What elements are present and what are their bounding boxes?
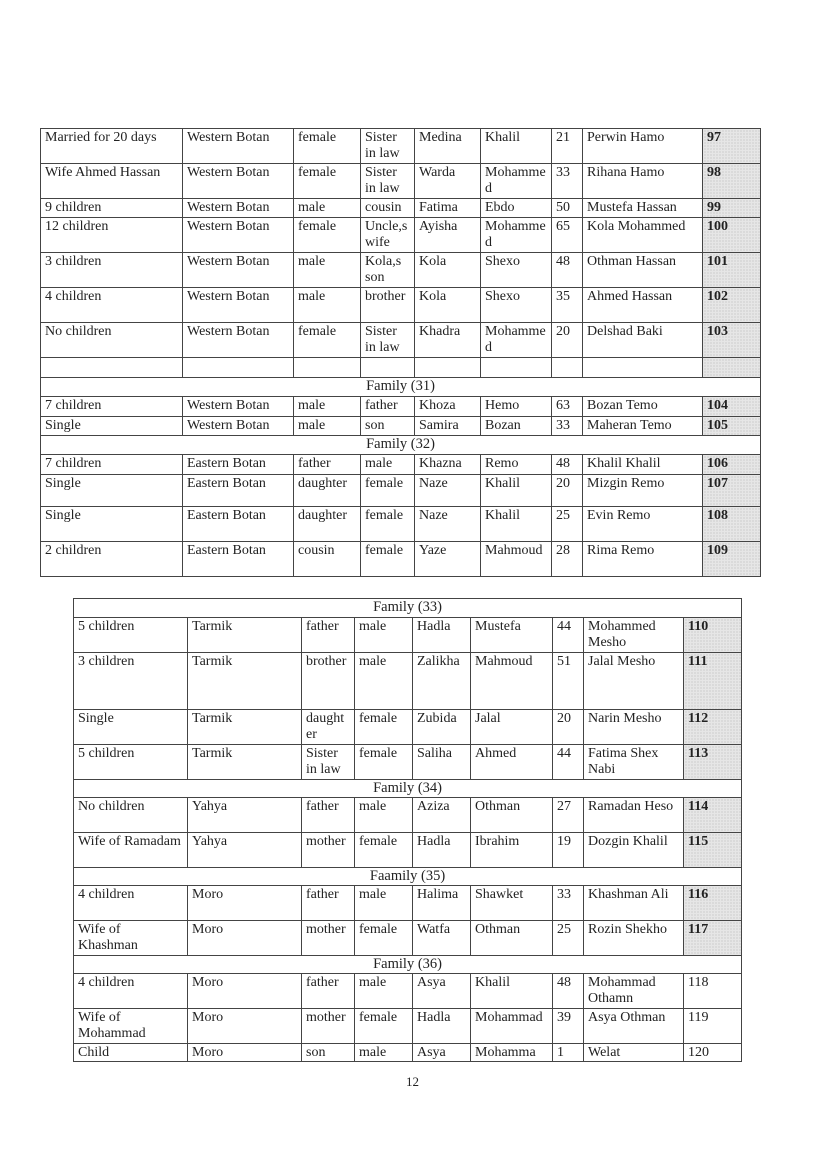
mother-name-cell: Kola [415, 288, 481, 323]
record-number-cell: 118 [684, 974, 742, 1009]
relation-b-cell: male [361, 455, 415, 475]
age-cell: 39 [553, 1009, 584, 1044]
relation-b-cell: male [355, 798, 413, 833]
relation-a-cell: mother [302, 921, 355, 956]
table-row [41, 455, 761, 475]
full-name-cell: Mohammed Mesho [584, 618, 684, 653]
mother-name-cell [415, 358, 481, 378]
record-number-cell: 115 [684, 833, 742, 868]
age-cell: 20 [553, 710, 584, 745]
area-cell: Western Botan [183, 129, 294, 164]
mother-name-cell: Halima [413, 886, 471, 921]
relation-a-cell: male [294, 253, 361, 288]
father-name-cell: Khalil [471, 974, 553, 1009]
mother-name-cell: Zalikha [413, 653, 471, 710]
father-name-cell: Shawket [471, 886, 553, 921]
record-number-cell: 103 [703, 323, 761, 358]
family-header: Family (36) [74, 956, 742, 974]
mother-name-cell: Naze [415, 475, 481, 507]
record-number-cell: 116 [684, 886, 742, 921]
table-row [74, 921, 742, 956]
area-cell: Western Botan [183, 397, 294, 417]
relation-a-cell: Sister in law [302, 745, 355, 780]
full-name-cell: Othman Hassan [583, 253, 703, 288]
relation-a-cell: daughter [302, 710, 355, 745]
full-name-cell: Evin Remo [583, 507, 703, 542]
relation-b-cell: male [355, 886, 413, 921]
relation-a-cell: son [302, 1044, 355, 1062]
table-row [41, 358, 761, 378]
children-note-cell: 7 children [41, 397, 183, 417]
relation-b-cell: female [355, 1009, 413, 1044]
age-cell: 33 [552, 417, 583, 436]
age-cell: 50 [552, 199, 583, 218]
mother-name-cell: Yaze [415, 542, 481, 577]
relation-a-cell: male [294, 199, 361, 218]
area-cell: Moro [188, 921, 302, 956]
relation-b-cell: female [361, 475, 415, 507]
father-name-cell: Jalal [471, 710, 553, 745]
relation-b-cell: Sister in law [361, 129, 415, 164]
full-name-cell: Kola Mohammed [583, 218, 703, 253]
table-row [74, 974, 742, 1009]
relation-b-cell: cousin [361, 199, 415, 218]
relation-a-cell: male [294, 417, 361, 436]
children-note-cell: Wife of Ramadam [74, 833, 188, 868]
area-cell: Eastern Botan [183, 475, 294, 507]
relation-a-cell: female [294, 129, 361, 164]
full-name-cell: Fatima Shex Nabi [584, 745, 684, 780]
record-number-cell: 112 [684, 710, 742, 745]
area-cell: Moro [188, 974, 302, 1009]
record-number-cell: 104 [703, 397, 761, 417]
mother-name-cell: Fatima [415, 199, 481, 218]
age-cell: 1 [553, 1044, 584, 1062]
relation-a-cell: father [302, 974, 355, 1009]
children-note-cell: Married for 20 days [41, 129, 183, 164]
record-number-cell: 117 [684, 921, 742, 956]
full-name-cell: Maheran Temo [583, 417, 703, 436]
children-note-cell: Wife of Khashman [74, 921, 188, 956]
table-row [74, 618, 742, 653]
full-name-cell: Delshad Baki [583, 323, 703, 358]
full-name-cell: Jalal Mesho [584, 653, 684, 710]
area-cell: Moro [188, 1009, 302, 1044]
relation-a-cell: daughter [294, 475, 361, 507]
children-note-cell: Child [74, 1044, 188, 1062]
record-number-cell: 113 [684, 745, 742, 780]
children-note-cell: Single [74, 710, 188, 745]
relation-b-cell: female [355, 921, 413, 956]
father-name-cell: Mohammed [481, 218, 552, 253]
age-cell: 33 [552, 164, 583, 199]
age-cell [552, 358, 583, 378]
mother-name-cell: Kola [415, 253, 481, 288]
family-header: Family (31) [41, 378, 761, 397]
relation-a-cell: male [294, 288, 361, 323]
children-note-cell: 3 children [74, 653, 188, 710]
mother-name-cell: Zubida [413, 710, 471, 745]
full-name-cell: Rihana Hamo [583, 164, 703, 199]
table-row [41, 218, 761, 253]
age-cell: 28 [552, 542, 583, 577]
children-note-cell: Wife Ahmed Hassan [41, 164, 183, 199]
children-note-cell: 4 children [74, 974, 188, 1009]
age-cell: 44 [553, 618, 584, 653]
children-note-cell: Single [41, 475, 183, 507]
table-row [41, 129, 761, 164]
mother-name-cell: Asya [413, 1044, 471, 1062]
father-name-cell: Mohammad [471, 1009, 553, 1044]
relation-a-cell: father [302, 618, 355, 653]
mother-name-cell: Saliha [413, 745, 471, 780]
mother-name-cell: Khazna [415, 455, 481, 475]
table-row [41, 323, 761, 358]
relation-b-cell: son [361, 417, 415, 436]
children-note-cell: Single [41, 507, 183, 542]
age-cell: 20 [552, 475, 583, 507]
full-name-cell: Dozgin Khalil [584, 833, 684, 868]
father-name-cell [481, 358, 552, 378]
relation-b-cell: male [355, 618, 413, 653]
area-cell: Western Botan [183, 164, 294, 199]
mother-name-cell: Ayisha [415, 218, 481, 253]
mother-name-cell: Samira [415, 417, 481, 436]
full-name-cell: Narin Mesho [584, 710, 684, 745]
family-header-row [74, 956, 742, 974]
relation-b-cell: female [355, 833, 413, 868]
children-note-cell: Single [41, 417, 183, 436]
relation-b-cell [361, 358, 415, 378]
record-number-cell: 119 [684, 1009, 742, 1044]
record-number-cell: 97 [703, 129, 761, 164]
relation-a-cell: cousin [294, 542, 361, 577]
children-note-cell: 4 children [41, 288, 183, 323]
mother-name-cell: Khadra [415, 323, 481, 358]
father-name-cell: Mohamma [471, 1044, 553, 1062]
father-name-cell: Ibrahim [471, 833, 553, 868]
age-cell: 48 [553, 974, 584, 1009]
table-row [41, 288, 761, 323]
area-cell: Tarmik [188, 745, 302, 780]
children-note-cell: No children [41, 323, 183, 358]
table-row [74, 833, 742, 868]
father-name-cell: Bozan [481, 417, 552, 436]
father-name-cell: Khalil [481, 129, 552, 164]
table-row [74, 1044, 742, 1062]
age-cell: 63 [552, 397, 583, 417]
record-number-cell: 109 [703, 542, 761, 577]
father-name-cell: Othman [471, 921, 553, 956]
area-cell: Western Botan [183, 218, 294, 253]
father-name-cell: Mahmoud [471, 653, 553, 710]
relation-b-cell: Sister in law [361, 164, 415, 199]
mother-name-cell: Warda [415, 164, 481, 199]
relation-a-cell: father [294, 455, 361, 475]
table-row [41, 475, 761, 507]
mother-name-cell: Medina [415, 129, 481, 164]
relation-a-cell [294, 358, 361, 378]
record-number-cell: 111 [684, 653, 742, 710]
mother-name-cell: Khoza [415, 397, 481, 417]
father-name-cell: Ahmed [471, 745, 553, 780]
age-cell: 35 [552, 288, 583, 323]
mother-name-cell: Aziza [413, 798, 471, 833]
record-number-cell: 98 [703, 164, 761, 199]
children-note-cell: 5 children [74, 618, 188, 653]
area-cell: Moro [188, 1044, 302, 1062]
record-number-cell: 110 [684, 618, 742, 653]
table-row [41, 164, 761, 199]
age-cell: 25 [553, 921, 584, 956]
children-note-cell: 7 children [41, 455, 183, 475]
family-records-table-2 [73, 598, 742, 1062]
relation-a-cell: daughter [294, 507, 361, 542]
age-cell: 27 [553, 798, 584, 833]
children-note-cell: Wife of Mohammad [74, 1009, 188, 1044]
record-number-cell: 106 [703, 455, 761, 475]
record-number-cell: 102 [703, 288, 761, 323]
family-header: Family (32) [41, 436, 761, 455]
family-header-row [41, 436, 761, 455]
age-cell: 48 [552, 253, 583, 288]
age-cell: 25 [552, 507, 583, 542]
relation-b-cell: Kola,s son [361, 253, 415, 288]
mother-name-cell: Hadla [413, 618, 471, 653]
mother-name-cell: Hadla [413, 1009, 471, 1044]
father-name-cell: Mustefa [471, 618, 553, 653]
age-cell: 19 [553, 833, 584, 868]
relation-b-cell: Sister in law [361, 323, 415, 358]
full-name-cell: Perwin Hamo [583, 129, 703, 164]
mother-name-cell: Naze [415, 507, 481, 542]
area-cell: Western Botan [183, 199, 294, 218]
children-note-cell: 3 children [41, 253, 183, 288]
relation-b-cell: male [355, 974, 413, 1009]
relation-b-cell: female [355, 710, 413, 745]
relation-a-cell: mother [302, 1009, 355, 1044]
full-name-cell: Bozan Temo [583, 397, 703, 417]
area-cell: Tarmik [188, 618, 302, 653]
father-name-cell: Khalil [481, 475, 552, 507]
relation-a-cell: female [294, 164, 361, 199]
area-cell: Tarmik [188, 653, 302, 710]
area-cell: Western Botan [183, 417, 294, 436]
full-name-cell: Rozin Shekho [584, 921, 684, 956]
full-name-cell: Mustefa Hassan [583, 199, 703, 218]
children-note-cell: No children [74, 798, 188, 833]
father-name-cell: Khalil [481, 507, 552, 542]
father-name-cell: Ebdo [481, 199, 552, 218]
relation-b-cell: brother [361, 288, 415, 323]
father-name-cell: Mahmoud [481, 542, 552, 577]
father-name-cell: Othman [471, 798, 553, 833]
area-cell: Moro [188, 886, 302, 921]
father-name-cell: Mohammed [481, 164, 552, 199]
area-cell: Western Botan [183, 253, 294, 288]
full-name-cell: Mizgin Remo [583, 475, 703, 507]
father-name-cell: Shexo [481, 253, 552, 288]
relation-b-cell: male [355, 653, 413, 710]
family-header-row [74, 780, 742, 798]
relation-a-cell: female [294, 218, 361, 253]
children-note-cell: 12 children [41, 218, 183, 253]
record-number-cell: 107 [703, 475, 761, 507]
record-number-cell: 120 [684, 1044, 742, 1062]
full-name-cell: Ahmed Hassan [583, 288, 703, 323]
age-cell: 44 [553, 745, 584, 780]
full-name-cell: Welat [584, 1044, 684, 1062]
father-name-cell: Remo [481, 455, 552, 475]
table-row [74, 798, 742, 833]
full-name-cell: Ramadan Heso [584, 798, 684, 833]
table-row [41, 542, 761, 577]
family-header-row [41, 378, 761, 397]
full-name-cell [583, 358, 703, 378]
father-name-cell: Shexo [481, 288, 552, 323]
full-name-cell: Khalil Khalil [583, 455, 703, 475]
children-note-cell: 5 children [74, 745, 188, 780]
table-row [41, 417, 761, 436]
children-note-cell: 4 children [74, 886, 188, 921]
relation-a-cell: mother [302, 833, 355, 868]
record-number-cell: 100 [703, 218, 761, 253]
relation-a-cell: father [302, 886, 355, 921]
table-row [41, 507, 761, 542]
relation-b-cell: father [361, 397, 415, 417]
age-cell: 20 [552, 323, 583, 358]
area-cell [183, 358, 294, 378]
relation-b-cell: female [361, 542, 415, 577]
table-row [74, 886, 742, 921]
children-note-cell: 9 children [41, 199, 183, 218]
record-number-cell: 99 [703, 199, 761, 218]
age-cell: 48 [552, 455, 583, 475]
father-name-cell: Mohammed [481, 323, 552, 358]
family-header-row [74, 868, 742, 886]
table-row [74, 653, 742, 710]
relation-b-cell: female [361, 507, 415, 542]
relation-a-cell: father [302, 798, 355, 833]
area-cell: Western Botan [183, 288, 294, 323]
age-cell: 33 [553, 886, 584, 921]
table-row [41, 253, 761, 288]
table-row [41, 199, 761, 218]
area-cell: Eastern Botan [183, 455, 294, 475]
family-header: Faamily (35) [74, 868, 742, 886]
record-number-cell: 105 [703, 417, 761, 436]
relation-b-cell: female [355, 745, 413, 780]
record-number-cell: 108 [703, 507, 761, 542]
record-number-cell [703, 358, 761, 378]
area-cell: Yahya [188, 833, 302, 868]
full-name-cell: Rima Remo [583, 542, 703, 577]
area-cell: Eastern Botan [183, 507, 294, 542]
area-cell: Western Botan [183, 323, 294, 358]
table-row [74, 710, 742, 745]
children-note-cell: 2 children [41, 542, 183, 577]
family-header: Family (34) [74, 780, 742, 798]
relation-b-cell: male [355, 1044, 413, 1062]
family-records-table-1 [40, 128, 761, 577]
full-name-cell: Khashman Ali [584, 886, 684, 921]
full-name-cell: Mohammad Othamn [584, 974, 684, 1009]
age-cell: 51 [553, 653, 584, 710]
table-row [74, 745, 742, 780]
family-header: Family (33) [74, 599, 742, 618]
mother-name-cell: Asya [413, 974, 471, 1009]
relation-b-cell: Uncle,s wife [361, 218, 415, 253]
mother-name-cell: Watfa [413, 921, 471, 956]
father-name-cell: Hemo [481, 397, 552, 417]
relation-a-cell: male [294, 397, 361, 417]
age-cell: 65 [552, 218, 583, 253]
page-number: 12 [406, 1074, 419, 1089]
record-number-cell: 101 [703, 253, 761, 288]
area-cell: Eastern Botan [183, 542, 294, 577]
mother-name-cell: Hadla [413, 833, 471, 868]
table-row [74, 1009, 742, 1044]
area-cell: Tarmik [188, 710, 302, 745]
relation-a-cell: female [294, 323, 361, 358]
age-cell: 21 [552, 129, 583, 164]
relation-a-cell: brother [302, 653, 355, 710]
record-number-cell: 114 [684, 798, 742, 833]
full-name-cell: Asya Othman [584, 1009, 684, 1044]
family-header-row [74, 599, 742, 618]
table-row [41, 397, 761, 417]
children-note-cell [41, 358, 183, 378]
area-cell: Yahya [188, 798, 302, 833]
